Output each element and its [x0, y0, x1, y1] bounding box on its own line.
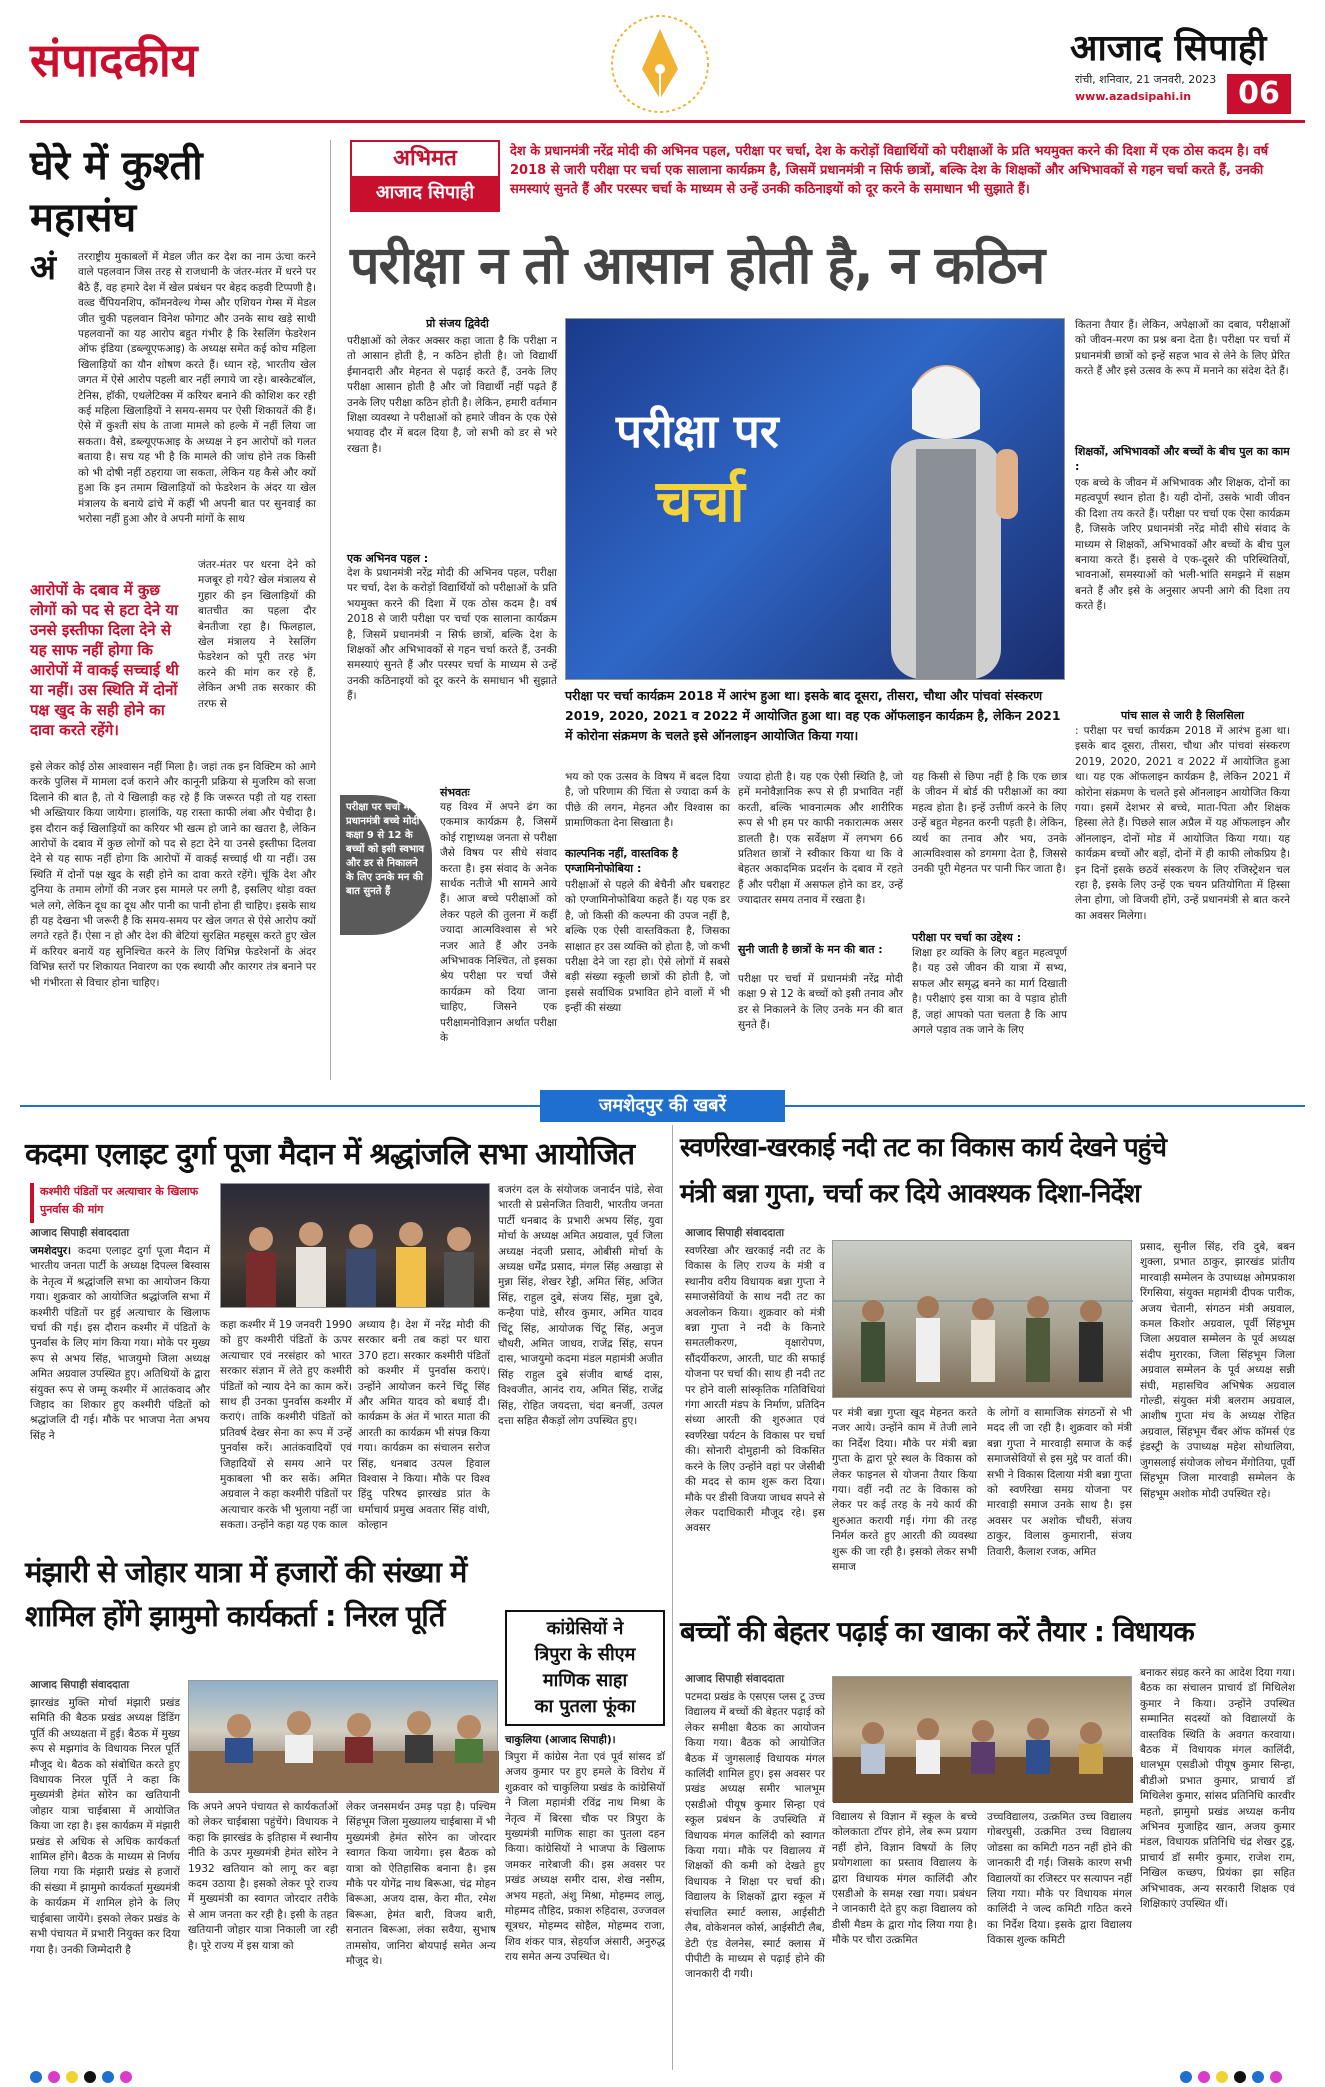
footer-color-dots-left — [30, 2068, 138, 2087]
story4-headline-line1: स्वर्णरेखा-खरकाई नदी तट का विकास कार्य देखने पहुंचे — [680, 1133, 1166, 1163]
story5-body4: बनाकर संग्रह करने का आदेश दिया गया। बैठक का संचालन प्राचार्य डॉ मिथिलेश कुमार ने किया। उन्होंने उपस्थित सम्मानित सदस्यों को विद्यालयों के वास्तविक स्थिति के अवगत करवाया। बैठक में विधायक मंगल कालिंदी, धालभूम एसडीओ पीयूष कुमार सिन्हा, बीडीओ प्रभात कुमार, प्राचार्य डॉ मिथिलेश कुमार, सांसद प्रतिनिधि कारवीर महतो, झामुमो प्रखंड अध्यक्ष कनीय अभिनव मुजाहिद खान, अजय कुमार मंडल, विधायक प्रतिनिधि चंद्र शेखर टुडू, प्राचार्य डॉ समीर कुमार, राजेश राम, निखिल कच्छप, प्रियंका झा सहित अभिभावक, अन्य सरकारी शिक्षक एवं शिक्षिकाएं उपस्थित थीं। — [1140, 1667, 1295, 1911]
riverbank-graphic — [833, 1241, 1133, 1399]
opinion-col2a: भय को एक उत्सव के विषय में बदल दिया है, जो परिणाम की चिंता से ज्यादा कर्म के पीछे की लगन, मेहनत और विश्वास का प्रामाणिकता देना सिखाता है। — [565, 771, 730, 830]
story1-photo — [220, 1183, 490, 1308]
story1-body2: कहा कश्मीर में 19 जनवरी 1990 को हुए कश्मीरी पंडितों के ऊपर अत्याचार एवं नरसंहार को भारत सरकार संज्ञान में लेते हुए कश्मीरी पंडितों को न्याय देने का काम करें। साथ ही उनका पुनर्वास कश्मीर में कराएं। ताकि कश्मीरी पंडितों को प्रतिवर्ष देखर सेना का रूप में उन्हें पुनर्वास करें। आतंकवादियों एवं जिहादियों से समय आने पर मुकाबला भी कर सकें। अमित अग्रवाल ने कहा कश्मीरी पंडितों पर अत्याचार करके भी भुलाया नहीं जा सकता। उन्होंने कहा यह एक काल — [220, 1319, 352, 1532]
editorial-para2: जंतर-मंतर पर धरना देने को मजबूर हो गये? खेल मंत्रालय से गुहार की इन खिलाड़ियों की बातचीत का पहला दौर बेनतीजा रहा है। फिलहाल, खेल मंत्रालय ने रेसलिंग फेडरेशन को पूरी तरह भंग करने की मांग कर रहे हैं, लेकिन अभी तक सरकार की तरफ से — [198, 559, 316, 710]
column-divider — [330, 140, 331, 1080]
editorial-pull-quote: आरोपों के दबाव में कुछ लोगों को पद से हटा देने या उनसे इस्तीफा दिला देने से यह साफ नहीं होगा कि आरोपों में वाकई सच्चाई थी या नहीं। उस स्थिति में दोनों पक्ष खुद के सही होने का दावा करते रहेंगे। — [30, 581, 179, 739]
opinion-headline: परीक्षा न तो आसान होती है, न कठिन — [350, 236, 1045, 296]
opinion-col2b: परीक्षाओं से पहले की बेचैनी और घबराहट को एग्जामिनोफोबिया कहते हैं। यह एक डर है, जो किसी की कल्पना की उपज नहीं है, बल्कि एक ऐसी वास्तविकता है, जिसका साक्षात हर उस व्यक्ति को होता है, जो कभी परीक्षा देने जा रहा हो। ऐसे लोगों में सबसे बड़ी संख्या स्कूली छात्रों की होती है, जो इससे सर्वाधिक प्रभावित होने वालों में भी इन्हीं की संख्या — [565, 879, 730, 1015]
opinion-col1-sub: एक अभिनव पहल : — [347, 552, 429, 565]
story4-body2: पर मंत्री बन्ना गुप्ता खूद मेहनत करते नजर आये। उन्होंने काम में तेजी लाने का निर्देश दिया। मौके पर मंत्री बन्ना गुप्ता के द्वारा पूरे स्थल के विकास को लेकर फाइनल से योजना तैयार किया गया। वहीं नदी तट के विकास को लेकर पर कई तरह के नये कार्य की शुरुआत करायी गई। गंगा की तरह निर्मल करते हुए आरती की व्यवस्था शुरू की जा रही है। इसको लेकर सभी समाज — [832, 1407, 977, 1574]
story2-body1: झारखंड मुक्ति मोर्चा मंझारी प्रखंड समिति की बैठक प्रखंड अध्यक्ष डिंडिंग पूर्ति की अध्यक्षता में हुई। बैठक में मुख्य रूप से मझगांव के विधायक निरल पूर्ति मौजूद थे। बैठक को संबोधित करते हुए विधायक निरल पूर्ति ने कहा कि मुख्यमंत्री हेमंत सोरेन का खतियानी जोहार यात्रा चाईबासा में आयोजित किया जा रहा है। इस कार्यक्रम में मंझारी प्रखंड से अधिक से अधिक कार्यकर्ता शामिल होंगे। बैठक के माध्यम से निर्णय लिया गया कि मंझारी प्रखंड से हजारों की संख्या में झामुमो कार्यकर्ता मुख्यमंत्री के कार्यक्रम में शामिल होने के लिए चाईबासा जायेंगे। इसको लेकर प्रखंड के सभी पंचायत में प्रभारी नियुक्त कर दिया गया है। उनकी जिम्मेदारी है — [30, 1697, 180, 1956]
story1-body3: अध्याय है। देश में नरेंद्र मोदी की सरकार बनी तब कहां पर धारा 370 हटा। सरकार कश्मीरी पंडितों को कश्मीर में पुनर्वास कराएं। उन्होंने आयोजन करने चिंटू सिंह और अमित यादव को बधाई दी। कार्यक्रम के अंत में भारत माता की आरती का कार्यक्रम भी संपन्न किया गया। कार्यक्रम का संचालन सरोज सिंह, धनबाद उत्पल हिवाल विश्वास ने किया। मौके पर विश्व हिंदु परिषद झारखंड प्रांत के धर्माचार्य प्रमुख अवतार सिंह वांधी, कोल्हान — [358, 1319, 490, 1532]
opinion-col3b: परीक्षा पर चर्चा में प्रधानमंत्री नरेंद्र मोदी कक्षा 9 से 12 के बच्चों को इसी तनाव और डर से निकालने के लिए उनके मन की बात सुनते हैं। — [738, 973, 903, 1032]
editorial-headline — [30, 140, 350, 244]
section-title: संपादकीय — [30, 33, 198, 87]
jamshedpur-column-divider — [672, 1125, 673, 2070]
story3-dateline: चाकुलिया (आजाद सिपाही)। — [505, 1734, 616, 1746]
story2-body3: लेकर जनसमर्थन उमड़ पड़ा है। पश्चिम सिंहभूम जिला मुख्यालय चाईबासा में भी मुख्यमंत्री हेमंत सोरेन का जोरदार स्वागत किया जायेगा। इस बैठक को यात्रा को ऐतिहासिक बनाना है। इस मौके पर योगेंद्र नाथ बिरूआ, चंद्र मोहन बिरूआ, अजय दास, केरा मीत, रमेश बिरूआ, हेमंत बारी, विजय बारी, सनातन बिरूआ, लंका सवैया, सुभाष तामसोय, जानिरा बोयपाई समेत अन्य मौजूद थे। — [346, 1801, 496, 1968]
editorial-para1: तरराष्ट्रीय मुकाबलों में मेडल जीत कर देश का नाम ऊंचा करने वाले पहलवान जिस तरह से राजधानी के जंतर-मंतर में धरने पर बैठे हैं, वह हमारे देश में खेल प्रबंधन पर बेहद कड़वी टिप्पणी है। वल्र्ड चैंपियनशिप, कॉमनवेल्थ गेम्स और एशियन गेम्स में मेडल जीत चुकी पहलवान विनेश फोगाट और उनके साथ खड़े साथी पहलवानों का यह आरोप बहुत गंभीर है कि रेसलिंग फेडरेशन ऑफ इंडिया (डब्ल्यूएफआइ) के अध्यक्ष समेत कई कोच महिला खिलाड़ियों का यौन शोषण करते हैं। ध्यान रहे, भारतीय खेल जगत में ऐसे आरोप पहली बार नहीं लगाये जा रहे। बास्केटबॉल, टेनिस, हॉकी, एथलेटिक्स में करियर बनाने की कोशिश कर रही कई महिला खिलाड़ियों ने समय-समय पर ऐसी शिकायतें की हैं। ऐसे में कुश्ती संघ के ताजा मामले को हल्के में नहीं लिया जा सकता। वैसे, डब्ल्यूएफआइ के अध्यक्ष ने इन आरोपों को गलत बताया है। सच यह भी है कि मामले की जांच होने तक किसी को भी दोषी नहीं ठहराया जा सकता, लेकिन यह कैसे और क्यों हुआ कि इन तमाम खिलाड़ियों को फेडरेशन के अंदर या खेल मंत्रालय के बनाये ढांचे में कहीं भी अपनी बात पर सुनवाई का भरोसा नहीं हुआ और वे अपनी मांगों के साथ — [78, 251, 316, 525]
paper-name: आजाद सिपाही — [1070, 27, 1267, 69]
story5-body3: उच्चविद्यालय, उत्क्रमित उच्च विद्यालय गोबरघुसी, उत्क्रमित उच्च विद्यालय जोडसा का कमिटी गठन नहीं होने की जानकारी दी गई। जिसके कारण सभी विद्यालयों का रजिस्टर पर सत्यापन नहीं लिया गया। मौके पर विधायक मंगल कालिंदी ने जल्द कमिटी गठित करने का निर्देश दिया। इसके द्वारा विद्यालय विकास शुल्क कमिटी — [987, 1811, 1132, 1947]
story1-kicker: कश्मीरी पंडितों पर अत्याचार के खिलाफ पुनर्वास की मांग — [30, 1183, 210, 1223]
dateline: रांची, शनिवार, 21 जनवरी, 2023 — [1075, 73, 1217, 86]
story1-body1: कदमा एलाइट दुर्गा पूजा मैदान में भारतीय जनता पार्टी के अध्यक्ष दिपल्ल बिस्वास के नेतृत्व में श्रद्धांजलि सभा का आयोजन किया गया। शुक्रवार को आयोजित श्रद्धांजलि सभा में कश्मीरी पंडितों पर हुई अत्याचार के खिलाफ चर्चा की गई। इस दौरान कश्मीर में पंडितों के पुनर्वास के लिए मांग किया गया। मोके पर मुख्य रूप से अभय सिंह, भाजयुमो जिला अध्यक्ष अमित अग्रवाल उपस्थित हुए। अतिथियों के द्वारा संयुक्त रूप से जम्मू कश्मीर में आतंकवाद और जिहाद का शिकार हुए कश्मीरी पंडितों को श्रद्धांजलि दी गई। मौके पर भाजपा नेता अभय सिंह ने — [30, 1245, 210, 1442]
opinion-col4-sub: परीक्षा पर चर्चा का उद्देश्य : — [912, 931, 1022, 944]
story1-byline: आजाद सिपाही संवाददाता — [30, 1227, 130, 1239]
story3-headline-line4: का पुतला फूंका — [534, 1696, 636, 1717]
editorial-para3: इसे लेकर कोई ठोस आश्वासन नहीं मिला है। जहां तक इन विक्टिम को आगे करके पुलिस में मामला दर्ज कराने और कानूनी प्रक्रिया से मुजरिम को सजा दिलाने की बात है, तो ये खिलाड़ी कह रहे हैं कि जरूरत पड़ी तो यह रास्ता भी अख्तियार किया जायेगा। हालांकि, यह रास्ता काफी लंबा और पेचीदा है। इस दौरान कई खिलाड़ियों का करियर भी खत्म हो जाने का खतरा है, लेकिन आरोपों के दबाव में कुछ लोगों को पद से हटा देने या उनसे इस्तीफा दिलवा देने से यह साफ नहीं होगा कि आरोपों में वाकई सच्चाई थी या नहीं। उस स्थिति में दोनों पक्ष खुद के सही होने का दावा करते रहेंगे। चूंकि देश और दुनिया के तमाम लोगों की नजर इस मामले पर लगी है, इसलिए थोड़ा वक्त भले लगे, लेकिन दूध का दूध और पानी का पानी होना ही चाहिए। इसके साथ ही यह देखना भी जरूरी है कि समय-समय पर खेल जगत से ऐसे आरोप क्यों लगते रहते हैं। ऐसा न हो और देश की बेटियां सुरक्षित महसूस करते हुए खेल में करियर बनायें यह सुनिश्चित करने के लिए विभिन्न फेडरेशनों के अंदर विभिन्न स्तरों पर शिकायत निवारण का एक स्थायी और कारगर तंत्र बनाने पर भी गंभीरता से विचार होना चाहिए। — [30, 761, 316, 989]
opinion-badge-top: अभिमत — [393, 146, 457, 171]
opinion-col1c: यह विश्व में अपने ढंग का एकमात्र कार्यक्रम है, जिसमें कोई राष्ट्राध्यक्ष जनता से परीक्षा जैसे विषय पर सीधे संवाद करता है। इस संवाद के अनेक सार्थक नतीजे भी सामने आये हैं। आज बच्चे परीक्षाओं को लेकर पहले की तुलना में कहीं ज्यादा आत्मविश्वास से भरे नजर आते हैं और उनके अभिभावक निश्चित, तो इसका श्रेय परीक्षा पर चर्चा जैसे कार्यक्रम को दिया जाना चाहिए, जिसने एक परीक्षामनोविज्ञान अर्थात परीक्षा के — [440, 801, 557, 1045]
story2-body2: कि अपने अपने पंचायत से कार्यकर्ताओं को लेकर चाईबासा पहुंचेंगे। विधायक ने कहा कि झारखंड के इतिहास में स्थानीय नीति के ऊपर मुख्यमंत्री हेमंत सोरेन ने 1932 खतियान को लागू कर बड़ा कदम उठाया है। इसको लेकर पूरे राज्य में मुख्यमंत्री का स्वागत जोरदार तरीके से आम जनता कर रही है। इसी के तहत खतियानी जोहार यात्रा निकाली जा रही है। पूरे राज्य में इस यात्रा को — [188, 1801, 338, 1952]
story2-headline: मंझारी से जोहार यात्रा में हजारों की संख्या में शामिल होंगे झामुमो कार्यकर्ता : निरल पूर्ति — [25, 1555, 467, 1633]
story5-body2: विद्यालय से विज्ञान में स्कूल के बच्चे कोलकाता टॉपर होने, लेब रूम प्रयाग नहीं होने, विज्ञान विषयों के लिए प्रयोगशाला का प्रस्ताव विद्यालय के द्वारा विधायक मंगल कालिंदी और एसडीओ के समक्ष रखा गया। प्रबंधन ने जानकारी देते हुए कहा विद्यालय को डीसी मैडम के द्वारा गोद लिया गया है। मौके पर चौरा उत्क्रमित — [832, 1811, 977, 1947]
image-title-line1: परीक्षा पर — [616, 404, 779, 458]
opinion-intro: देश के प्रधानमंत्री नरेंद्र मोदी की अभिनव पहल, परीक्षा पर चर्चा, देश के करोड़ों विद्यार्थियों को परीक्षाओं के प्रति भयमुक्त करने की दिशा में एक ठोस कदम है। वर्ष 2018 से जारी परीक्षा पर चर्चा एक सालाना कार्यक्रम है, जिसमें प्रधानमंत्री न सिर्फ छात्रों, बल्कि देश के शिक्षकों और अभिभावकों से गहन चर्चा करते हैं, उनकी समस्याएं सुनते हैं और परस्पर चर्चा के माध्यम से उन्हें उनकी कठिनाइयों को दूर करने के समाधान भी सुझाते हैं। — [510, 144, 1269, 197]
pariksha-pe-charcha-image — [565, 318, 1065, 680]
story3-headline-line2: त्रिपुरा के सीएम — [534, 1644, 636, 1665]
classroom-graphic — [833, 1677, 1133, 1803]
editorial-headline-line2: महासंघ — [30, 194, 137, 241]
opinion-col4b: शिक्षा हर व्यक्ति के लिए बहुत महत्वपूर्ण है। यह उसे जीवन की यात्रा में सभ्य, सफल और समृद्ध बनने का मार्ग दिखाती है। परीक्षाएं इस यात्रा का वे पड़ाव होती हैं, जहां आपको पता चलता है कि आप अगले पड़ाव तक जाने के लिए — [912, 947, 1067, 1037]
story1-dateline: जमशेदपुर। — [30, 1245, 72, 1257]
editorial-headline-line1: घेरे में कुश्ती — [30, 142, 203, 189]
opinion-col1b: देश के प्रधानमंत्री नरेंद्र मोदी की अभिनव पहल, परीक्षा पर चर्चा, देश के करोड़ों विद्यार्थियों को परीक्षाओं के प्रति भयमुक्त करने की दिशा में एक ठोस कदम है। वर्ष 2018 से जारी परीक्षा पर चर्चा एक सालाना कार्यक्रम है, जिसमें प्रधानमंत्री न सिर्फ छात्रों, बल्कि देश के शिक्षकों और अभिभावकों से गहन चर्चा करते हैं, उनकी समस्याएं सुनते हैं और परस्पर चर्चा के माध्यम से उन्हें उनकी कठिनाइयों को दूर करने के समाधान भी सुझाते हैं। — [347, 567, 557, 703]
story3-headline — [505, 1610, 665, 1726]
story1-body4: बजरंग दल के संयोजक जनार्दन पांडे, सेवा भारती से प्रसेनजित तिवारी, भारतीय जनता पार्टी धनबाद के प्रभारी अभय सिंह, युवा मोर्चा के अध्यक्ष अमित अग्रवाल, पूर्व जिला अध्यक्ष नंदजी प्रसाद, ओबीसी मोर्चा के अध्यक्ष धर्मेंद्र प्रसाद, मंगल सिंह अखाड़ा से मुन्ना सिंह, शेखर रेड्डी, अमित सिंह, अजित सिंह, राहुल दुबे, संजय सिंह, मुन्ना दुबे, कन्हैया पांडे, सौरव कुमार, अमित यादव चिंटू सिंह, आयोजक चिंटू सिंह, अनुज चौधरी, अमित जाधव, राजेंद्र सिंह, सपन दास, भाजयुमो कदमा मंडल महामंत्री अजीत सिंह राहुल दुबे संजीव बार्ष्ड दास, विश्वजीत, आनंद राय, अमित सिंह, राजेंद्र सिंह, रोहित जयदत्ता, चंदा बनर्जी, उत्पल दत्ता सहित सैकड़ों लोग उपस्थित हुए। — [498, 1184, 663, 1428]
opinion-col1: परीक्षाओं को लेकर अक्सर कहा जाता है कि परीक्षा न तो आसान होती है, न कठिन होती है। जो विद्यार्थी ईमानदारी और मेहनत से पढ़ाई करते हैं, उनके लिए परीक्षा आसान होती है और जो विद्यार्थी नहीं पढ़ते हैं उनके लिए परीक्षा कठिन होती है। लेकिन, हमारी वर्तमान शिक्षा व्यवस्था ने परीक्षाओं को हमारे जीवन के एक ऐसे भयावह दौर में बदल दिया है, जो सभी को डर से भरे रखता है। — [347, 335, 557, 455]
meeting-graphic — [189, 1681, 499, 1793]
opinion-col1c-sub: संभवतः — [440, 786, 470, 799]
page-number: 06 — [1227, 74, 1291, 114]
opinion-col4: यह किसी से छिपा नहीं है कि एक छात्र के जीवन में बोर्ड की परीक्षाओं का क्या महत्व होता है। इन्हें उत्तीर्ण करने के लिए उन्हें बहुत मेहनत करनी पड़ती है। लेकिन, व्यर्थ का तनाव और भय, उनके आत्मविश्वास को डगमगा देता है, जिससे उनकी पूरी मेहनत पर पानी फिर जाता है। — [912, 771, 1067, 876]
story2-photo — [188, 1680, 498, 1792]
story4-byline: आजाद सिपाही संवाददाता — [685, 1227, 785, 1239]
opinion-caption: परीक्षा पर चर्चा कार्यक्रम 2018 में आरंभ हुआ था। इसके बाद दूसरा, तीसरा, चौथा और पांचवां संस्करण 2019, 2020, 2021 व 2022 में आयोजित हुआ था। वह एक ऑफलाइन कार्यक्रम है, लेकिन 2021 में कोरोना संक्रमण के चलते इसे ऑनलाइन आयोजित किया गया। — [565, 688, 1061, 743]
story2-byline: आजाद सिपाही संवाददाता — [30, 1679, 130, 1691]
opinion-col3-sub: सुनी जाती है छात्रों के मन की बात : — [738, 943, 883, 956]
pen-nib-icon — [555, 14, 765, 114]
opinion-col3: ज्यादा होती है। यह एक ऐसी स्थिति है, जो हमें मनोवैज्ञानिक रूप से ही प्रभावित नहीं करती, बल्कि भावनात्मक और शारीरिक रूप से भी हम पर काफी नकारात्मक असर डालती है। एक सर्वेक्षण में लगभग 66 प्रतिशत छात्रों ने स्वीकार किया था कि वे बेहतर अकादमिक प्रदर्शन के दबाव में रहते हैं और परीक्षा में असफल होने का डर, उन्हें ज्यादातर समय तनाव में रखता है। — [738, 771, 903, 907]
story4-body3: के लोगों व सामाजिक संगठनों से भी मदद ली जा रही है। शुक्रवार को मंत्री बन्ना गुप्ता ने मारवाड़ी समाज के कई समाजसेवियों से इस मुद्दे पर वार्ता की। सभी ने विकास दिलाया मंत्री बन्ना गुप्ता को स्वर्णरेखा समग्र योजना पर मारवाड़ी समाज उनके साथ है। इस अवसर पर अशोक चौधरी, संजय ठाकुर, विलास कुमारानी, संजय तिवारी, कैलाश रजक, अमित — [987, 1407, 1132, 1558]
opinion-col2-sub: काल्पनिक नहीं, वास्तविक है एग्जामिनोफोबिया : — [565, 847, 678, 875]
story5-photo — [832, 1676, 1132, 1802]
editorial-drop-cap: अं — [30, 248, 56, 288]
opinion-byline: प्रो संजय द्विवेदी — [426, 317, 489, 330]
website[interactable]: www.azadsipahi.in — [1075, 90, 1192, 103]
footer-color-dots-right — [1180, 2068, 1288, 2087]
image-title-line2: चर्चा — [656, 467, 745, 535]
story4-body1: स्वर्णरेखा और खरकाई नदी तट के विकास के लिए राज्य के मंत्री व स्थानीय वरीय विधायक बन्ना गुप्ता ने समाजसेवियों के साथ नदी तट का अवलोकन किया। शुक्रवार को मंत्री बन्ना गुप्ता ने नदी के किनारे समतलीकरण, वृक्षारोपण, सौंदर्यीकरण, आरती, घाट की सफाई योजना पर चर्चा की। साथ ही नदी तट पर होने वाली सांस्कृतिक गतिविधियां गंगा आरती मंडप के निर्माण, प्रतिदिन संध्या आरती की शुरुआत एवं स्वर्णरेखा पर्यटन के विकास पर चर्चा की। सोनारी दोमुहानी को विकसित करने के लिए उन्होंने वहां पर जेसीबी की मदद से काम शुरू करा दिया। मौके पर डीसी विजया जाधव सपने से लेकर पदाधिकारी मौजूद रहे। इस अवसर — [685, 1245, 825, 1535]
story5-body1: पटमदा प्रखंड के एसएस प्लस टू उच्च विद्यालय में बच्चों की बेहतर पढ़ाई को लेकर समीक्षा बैठक का आयोजन किया गया। बैठक को आयोजित बैठक में जुगसलाई विधायक मंगल कालिंदी शामिल हुए। इस अवसर पर प्रखंड अध्यक्ष समीर भालभूम एसडीओ पीयूष कुमार सिन्हा एवं स्कूल प्रबंधन के उपस्थिति में विधायक मंगल कालिंदी को स्वागत किया गया। मौके पर विद्यालय में शिक्षकों की कमी को देखते हुए विधायक ने शिक्षा पर चर्चा की। विद्यालय के शिक्षकों द्वारा स्कूल में संचालित स्मार्ट क्लास, आईसीटी लैब, वोकेशनल कोर्स, आईसीटी लैब, डेटी एंड वेलनेस, स्मार्ट क्लास में पीपीटी के माध्यम से पढ़ाई होने की जानकारी दी गयी। — [685, 1691, 825, 1981]
story4-headline — [680, 1125, 1300, 1217]
masthead-divider — [20, 120, 1305, 123]
story3-headline-line3: माणिक साहा — [542, 1670, 628, 1691]
opinion-col5-sub: शिक्षकों, अभिभावकों और बच्चों के बीच पुल का काम : — [1075, 445, 1290, 473]
speaker-figure — [846, 339, 1046, 679]
opinion-badge-bottom: आजाद सिपाही — [352, 176, 498, 210]
story5-headline: बच्चों की बेहतर पढ़ाई का खाका करें तैयार : विधायक — [680, 1615, 1194, 1648]
story4-body4: प्रसाद, सुनील सिंह, रवि दुबे, बबन शुक्ला, प्रभात ठाकुर, झारखंड प्रांतीय मारवाड़ी सम्मेलन के उपाध्यक्ष ओमप्रकाश रिंगसिया, संयुक्त महामंत्री दीपक पारीक, अजय चेतानी, संगठन मंत्री अग्रवाल, कमल किशोर अग्रवाल, पूर्वी सिंहभूम जिला अग्रवाल सम्मेलन के पूर्व अध्यक्ष संदीप मुरारका, जिला सिंहभूम जिला अग्रवाल सम्मेलन के पूर्व अध्यक्ष सन्नी संघी, महासचिव अभिषेक अग्रवाल गोल्डी, संयुक्त मंत्री बलराम अग्रवाल, आशीष गुप्ता मंच के अध्यक्ष रोहित अग्रवाल, सिंहभूम चैंबर ऑफ कॉमर्स एंड इंडस्ट्री के उपाध्यक्ष महेश सोथालिया, जुगसलाई संयोजक लोचन मेंगोतिया, पूर्वी सिंहभूम जिला मारवाड़ी सम्मेलन के सिंहभूम अशोक मोदी उपस्थित रहे। — [1140, 1241, 1295, 1500]
opinion-col5: कितना तैयार हैं। लेकिन, अपेक्षाओं का दबाव, परीक्षाओं को जीवन-मरण का प्रश्न बना देता है। परीक्षा पर चर्चा में प्रधानमंत्री छात्रों को इन्हें सहज भाव से लेने के लिए प्रेरित करते हैं और इसे उत्सव के रूप में मनाने का संदेश देते हैं। — [1075, 319, 1290, 378]
opinion-side-quote: परीक्षा पर चर्चा में प्रधानमंत्री बच्चे मोदी कक्षा 9 से 12 के बच्चों को इसी स्वभाव और डर से निकालने के लिए उनके मन की बात सुनते हैं — [340, 795, 432, 935]
opinion-col5-sub2: पांच साल से जारी है सिलसिला — [1121, 709, 1244, 722]
story3-headline-line1: कांग्रेसियों ने — [546, 1618, 624, 1639]
opinion-badge — [350, 140, 500, 212]
story4-headline-line2: मंत्री बन्ना गुप्ता, चर्चा कर दिये आवश्यक दिशा-निर्देश — [680, 1179, 1140, 1209]
story1-headline: कदमा एलाइट दुर्गा पूजा मैदान में श्रद्धांजलि सभा आयोजित — [25, 1137, 635, 1172]
opinion-col5c: : परीक्षा पर चर्चा कार्यक्रम 2018 में आरंभ हुआ था। इसके बाद दूसरा, तीसरा, चौथा और पांचवां संस्करण 2019, 2020, 2021 व 2022 में आयोजित हुआ था। यह एक ऑफलाइन कार्यक्रम है, लेकिन 2021 में कोरोना संक्रमण के चलते इसे ऑनलाइन आयोजित किया गया। इसमें देशभर से बच्चे, माता-पिता और शिक्षक हिस्सा लेते हैं। पिछले साल अप्रैल में यह ऑफलाइन और ऑनलाइन, दोनों मोड में आयोजित किया गया। यह कार्यक्रम बच्चों और बड़ों, दोनों में ही काफी लोकप्रिय है। इन दिनों इसके छठवें संस्करण के लिए रजिस्ट्रेशन चल रहा है, इसके लिए उन्हें एक चयन प्रतियोगिता में हिस्सा लेना होगा, जो विजयी होंगे, उन्हें प्रधानमंत्री से बात करने का अवसर मिलेगा। — [1075, 725, 1290, 922]
crowd-graphic — [221, 1184, 491, 1309]
story4-photo — [832, 1240, 1132, 1398]
opinion-col5b: एक बच्चे के जीवन में अभिभावक और शिक्षक, दोनों का महत्वपूर्ण स्थान होता है। यही दोनों, उसके भावी जीवन की दिशा तय करते हैं। परीक्षा पर चर्चा एक ऐसा कार्यक्रम है, जिसके जरिए प्रधानमंत्री नरेंद्र मोदी सीधे संवाद के माध्यम से शिक्षकों, अभिभावकों और बच्चों के बीच पुल बनाया करते हैं। इससे वे एक-दूसरे की परिस्थितियों, भावनाओं, समस्याओं को भली-भांति समझने में सक्षम बनते हैं और इसे के अनुसार अपनी आगे की दिशा तय करते हैं। — [1075, 477, 1290, 613]
story3-body: त्रिपुरा में कांग्रेस नेता एवं पूर्व सांसद डॉ अजय कुमार पर हुए हमले के विरोध में शुक्रवार को चाकुलिया प्रखंड के कांग्रेसियों ने जिला महामंत्री रविंद्र नाथ मिश्रा के नेतृत्व में बिरसा चौक पर त्रिपुरा के मुख्यमंत्री माणिक साहा का पुतला दहन किया। कांग्रेसियों ने भाजपा के खिलाफ जमकर नारेबाजी की। इस अवसर पर प्रखंड अध्यक्ष समीर दास, शेख नसीम, अभय महतो, अंशु मिश्रा, मोहम्मद लालु, मोहम्मद तौहिद, प्रकाश रुहिदास, उज्जवल सूत्रधर, मोहम्मद सोहैल, मोहम्मद राजा, शिव शंकर पात्र, सेहर्याज अंसारी, अनुरुद्ध राय समेत अन्य उपस्थित थे। — [505, 1751, 665, 1964]
jamshedpur-banner: जमशेदपुर की खबरें — [540, 1090, 785, 1122]
story5-byline: आजाद सिपाही संवाददाता — [685, 1673, 785, 1685]
